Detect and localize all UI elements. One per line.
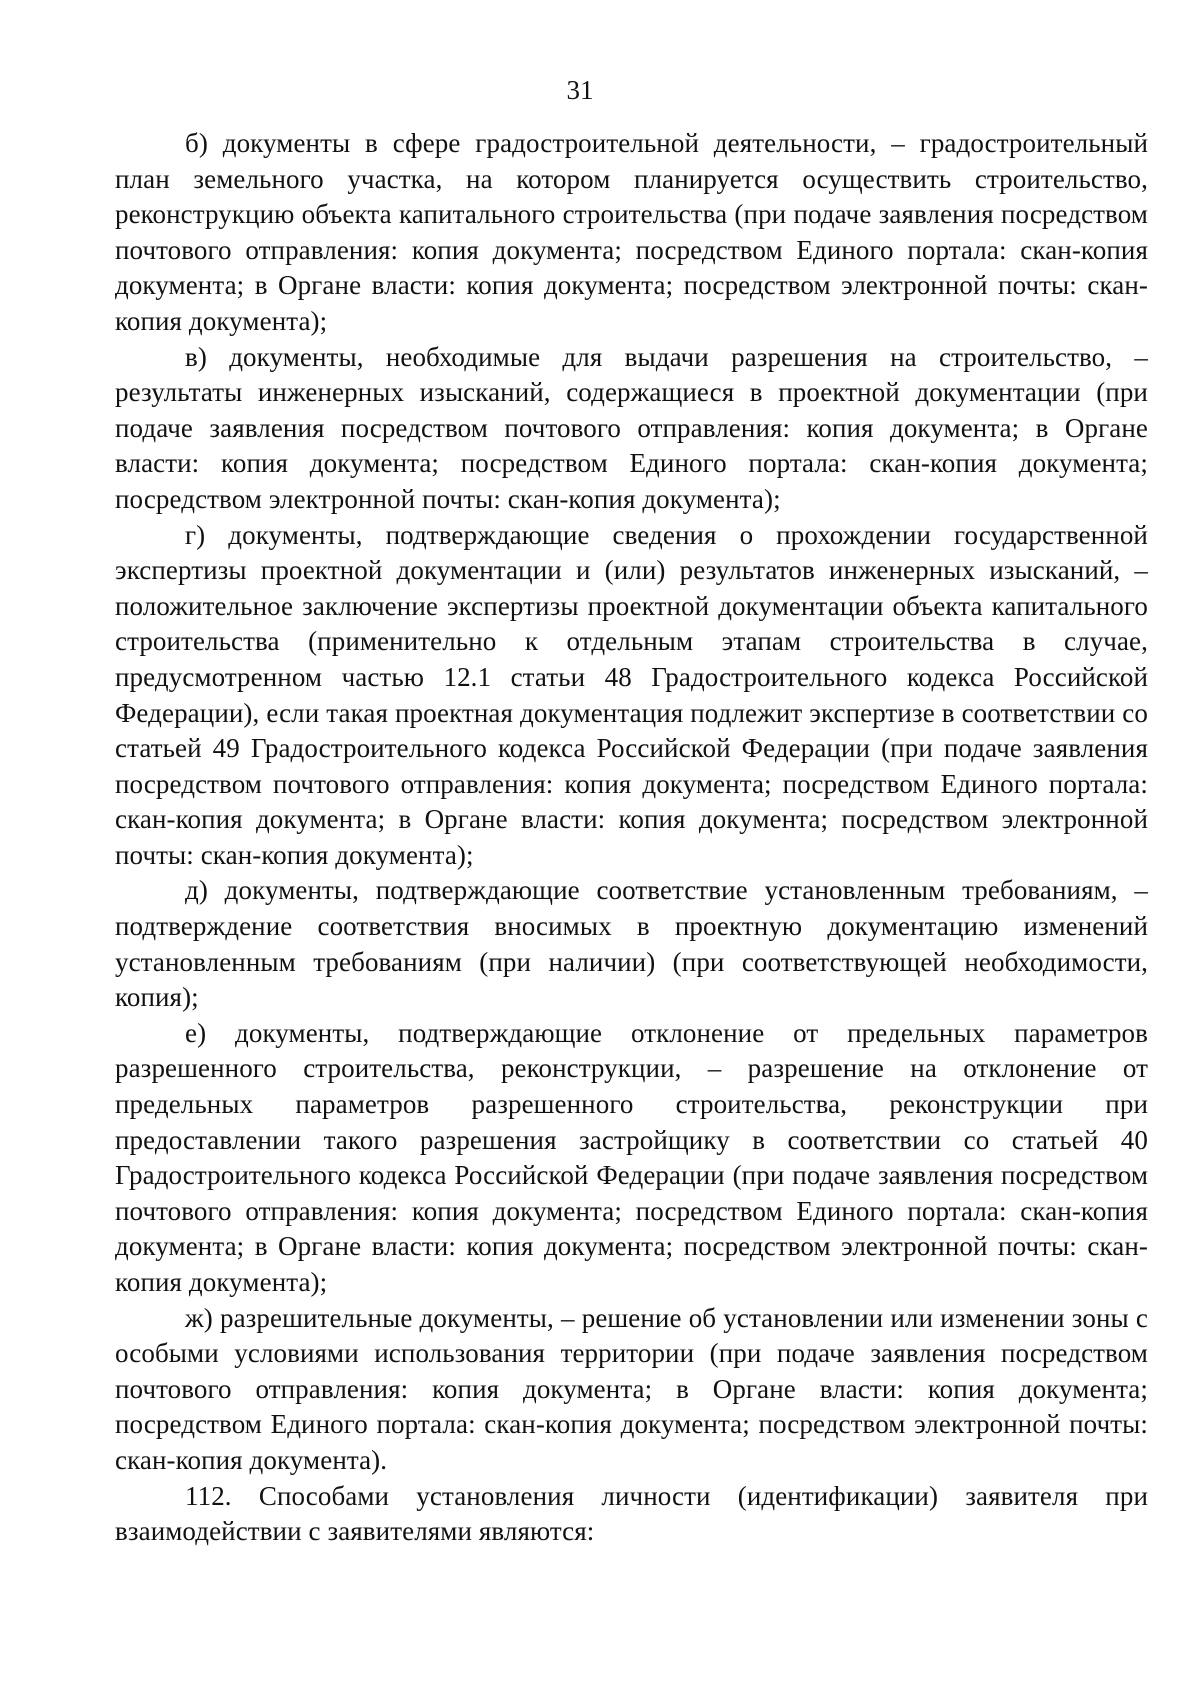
- page-number: 31: [566, 75, 594, 105]
- paragraph-b: б) документы в сфере градостроительной деятельности, – градостроительный план земельного участка, на котором планируется осуществить строительство, реконструкцию объекта капитального строительства (при подаче заявления посредством почтового отправления: копия документа; посредством Единого портала: скан-копия документа; в Органе власти: копия документа; посредством электронной почты: скан-копия документа);: [115, 128, 1148, 336]
- paragraph-v: в) документы, необходимые для выдачи разрешения на строительство, – результаты инженерных изысканий, содержащиеся в проектной документации (при подаче заявления посредством почтового отправления: копия документа; в Органе власти: копия документа; посредством Единого портала: скан-копия документа; посредством электронной почты: скан-копия документа);: [115, 341, 1148, 514]
- paragraph-g: г) документы, подтверждающие сведения о прохождении государственной экспертизы проектной документации и (или) результатов инженерных изысканий, – положительное заключение экспертизы проектной документации объекта капитального строительства (применительно к отдельным этапам строительства в случае, предусмотренном частью 12.1 статьи 48 Градостроительного кодекса Российской Федерации), если такая проектная документация подлежит экспертизе в соответствии со статьей 49 Градостроительного кодекса Российской Федерации (при подаче заявления посредством почтового отправления: копия документа; посредством Единого портала: скан-копия документа; в Органе власти: копия документа; посредством электронной почты: скан-копия документа);: [115, 519, 1148, 870]
- paragraph-112: 112. Способами установления личности (идентификации) заявителя при взаимодействии с заявителями являются:: [115, 1480, 1148, 1547]
- paragraph-e: е) документы, подтверждающие отклонение от предельных параметров разрешенного строительства, реконструкции, – разрешение на отклонение от предельных параметров разрешенного строительства, реконструкции при предоставлении такого разрешения застройщику в соответствии со статьей 40 Градостроительного кодекса Российской Федерации (при подаче заявления посредством почтового отправления: копия документа; посредством Единого портала: скан-копия документа; в Органе власти: копия документа; посредством электронной почты: скан-копия документа);: [115, 1017, 1148, 1297]
- paragraph-d: д) документы, подтверждающие соответствие установленным требованиям, – подтверждение соответствия вносимых в проектную документацию изменений установленным требованиям (при наличии) (при соответствующей необходимости, копия);: [115, 875, 1148, 1013]
- paragraph-zh: ж) разрешительные документы, – решение об установлении или изменении зоны с особыми условиями использования территории (при подаче заявления посредством почтового отправления: копия документа; в Органе власти: копия документа; посредством Единого портала: скан-копия документа; посредством электронной почты: скан-копия документа).: [115, 1302, 1148, 1475]
- document-body: [115, 126, 1148, 1550]
